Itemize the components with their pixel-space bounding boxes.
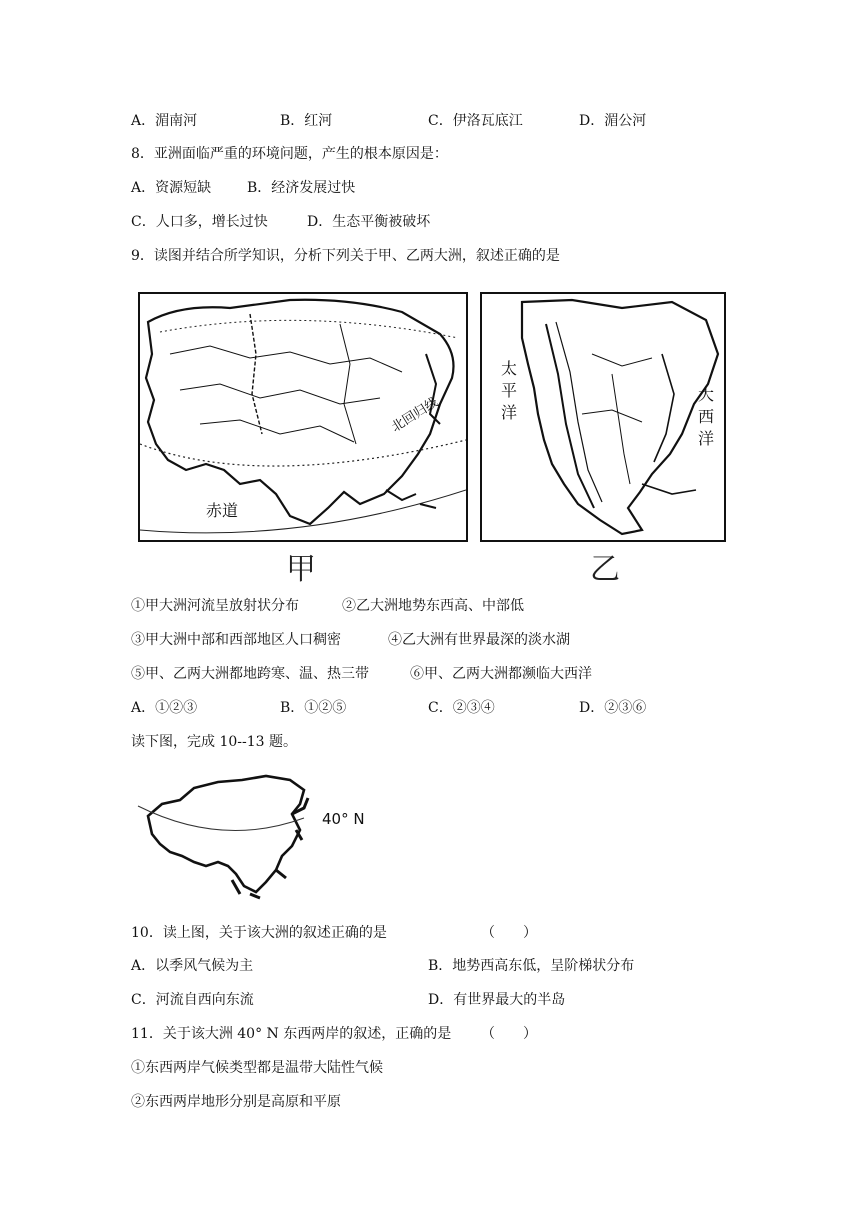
q7-option-a: A．湄南河 [131,113,198,129]
north-america-outline-figure [482,294,724,540]
map-jia-caption: 甲 [286,552,316,587]
q10-option-b: B．地势西高东低，呈阶梯状分布 [428,958,635,974]
q11-statement-2: ②东西两岸地形分别是高原和平原 [131,1094,341,1110]
tropic-label: 北回归线 [389,395,442,436]
q7-option-d: D．湄公河 [579,113,647,129]
q9-statement-1: ①甲大洲河流呈放射状分布 [131,598,299,614]
map-yi-caption: 乙 [590,552,620,587]
small-asia-outline-figure [132,770,312,900]
q8-option-c: C．人口多，增长过快 [131,214,268,230]
intro-line: 读下图，完成 10--13 题。 [131,734,297,750]
q9-statement-5: ⑤甲、乙两大洲都地跨寒、温、热三带 [131,666,369,682]
q9-option-b: B．①②⑤ [280,700,347,716]
q9-option-a: A．①②③ [131,700,198,716]
q8-option-d: D．生态平衡被破坏 [307,214,431,230]
q9-option-c: C．②③④ [428,700,495,716]
q9-statement-3: ③甲大洲中部和西部地区人口稠密 [131,632,341,648]
lat-40n-label: 40° N [322,810,365,828]
small-asia-map [132,770,312,900]
q11-answer-paren: （ ） [481,1026,537,1042]
q10-option-d: D．有世界最大的半岛 [428,992,566,1008]
q9-stem: 9．读图并结合所学知识，分析下列关于甲、乙两大洲，叙述正确的是 [131,248,560,264]
q11-stem: 11．关于该大洲 40° N 东西两岸的叙述，正确的是 [131,1026,452,1042]
q9-statement-6: ⑥甲、乙两大洲都濒临大西洋 [410,666,592,682]
q11-statement-1: ①东西两岸气候类型都是温带大陆性气候 [131,1060,383,1076]
q8-option-b: B．经济发展过快 [247,180,356,196]
equator-label: 赤道 [206,501,239,520]
q8-stem: 8．亚洲面临严重的环境问题，产生的根本原因是： [131,146,448,162]
q8-option-a: A．资源短缺 [131,180,212,196]
q7-option-c: C．伊洛瓦底江 [428,113,523,129]
q10-option-a: A．以季风气候为主 [131,958,254,974]
q10-stem: 10．读上图，关于该大洲的叙述正确的是 [131,925,387,941]
q9-statement-2: ②乙大洲地势东西高、中部低 [342,598,524,614]
q10-answer-paren: （ ） [481,925,537,941]
q9-option-d: D．②③⑥ [579,700,647,716]
pacific-label: 太平洋 [500,359,517,422]
atlantic-label: 大西洋 [697,385,714,448]
q9-statement-4: ④乙大洲有世界最深的淡水湖 [388,632,570,648]
q10-option-c: C．河流自西向东流 [131,992,254,1008]
q7-option-b: B．红河 [280,113,333,129]
